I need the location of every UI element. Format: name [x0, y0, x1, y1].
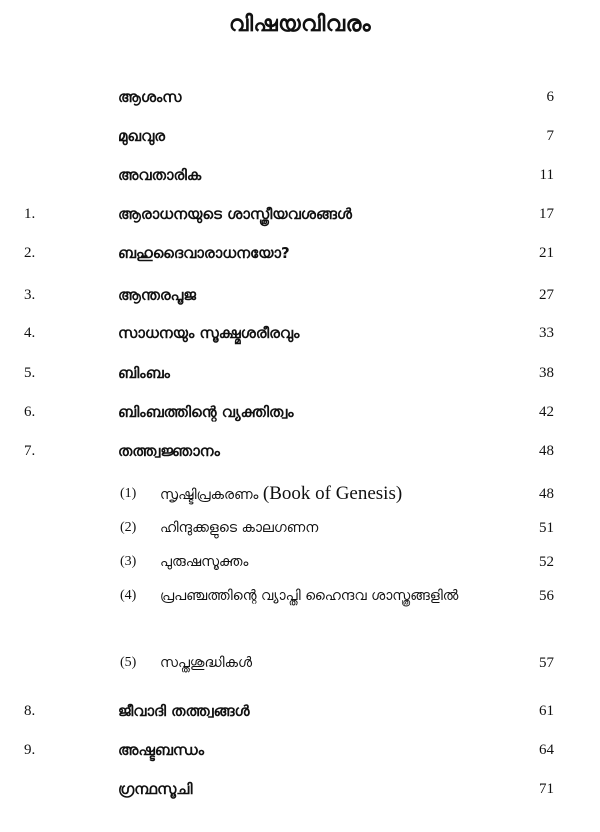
- subentry-title-malayalam: സൃഷ്ടിപ്രകരണം: [160, 487, 259, 503]
- subentry-number: (5): [120, 655, 137, 670]
- entry-title: മുഖവുര: [118, 127, 165, 145]
- entry-number: 5.: [24, 365, 36, 381]
- toc-subentry: [0, 513, 600, 543]
- entry-title: ജീവാദി തത്ത്വങ്ങൾ: [118, 702, 250, 720]
- entry-page: 48: [539, 443, 554, 459]
- entry-title: ബിംബത്തിന്റെ വ്യക്തിത്വം: [118, 403, 294, 421]
- subentry-title: ഹിന്ദുക്കളുടെ കാലഗണന: [160, 520, 319, 536]
- subentry-page: 57: [539, 655, 554, 671]
- toc-entry: [0, 397, 600, 427]
- toc-entry: [0, 318, 600, 348]
- entry-page: 7: [546, 128, 554, 144]
- subentry-page: 56: [539, 588, 554, 604]
- entry-number: 9.: [24, 742, 36, 758]
- entry-title: ബഹുദൈവാരാധനയോ?: [118, 244, 290, 262]
- toc-entry: [0, 280, 600, 310]
- toc-entry: [0, 82, 600, 112]
- toc-entry: [0, 436, 600, 466]
- toc-entry: [0, 238, 600, 268]
- toc-entry: [0, 696, 600, 726]
- entry-number: 2.: [24, 245, 36, 261]
- toc-entry: [0, 199, 600, 229]
- entry-page: 64: [539, 742, 554, 758]
- entry-page: 6: [546, 89, 554, 105]
- toc-subentry: [0, 479, 600, 509]
- entry-page: 21: [539, 245, 554, 261]
- subentry-page: 52: [539, 554, 554, 570]
- entry-title: ബിംബം: [118, 364, 170, 382]
- entry-number: 8.: [24, 703, 36, 719]
- page-title: വിഷയവിവരം: [228, 12, 372, 37]
- entry-title: ആരാധനയുടെ ശാസ്ത്രീയവശങ്ങൾ: [118, 205, 352, 223]
- entry-title: അവതാരിക: [118, 166, 202, 184]
- subentry-number: (3): [120, 554, 137, 569]
- subentry-page: 51: [539, 520, 554, 536]
- subentry-title: പ്രപഞ്ചത്തിന്റെ വ്യാപ്തി ഹൈന്ദവ ശാസ്ത്രങ്ങളിൽ: [160, 588, 459, 604]
- toc-subentry: [0, 648, 600, 678]
- subentry-title: [160, 479, 402, 510]
- toc-entry: [0, 121, 600, 151]
- toc-entry: [0, 358, 600, 388]
- entry-page: 71: [539, 781, 554, 797]
- subentry-number: (4): [120, 588, 137, 603]
- entry-page: 17: [539, 206, 554, 222]
- entry-page: 27: [539, 287, 554, 303]
- subentry-title: പുരുഷസൂക്തം: [160, 554, 249, 570]
- entry-page: 38: [539, 365, 554, 381]
- entry-title: അഷ്ടബന്ധം: [118, 741, 204, 759]
- toc-entry: [0, 735, 600, 765]
- entry-page: 61: [539, 703, 554, 719]
- toc-entry: [0, 160, 600, 190]
- toc-subentry: [0, 547, 600, 577]
- toc-subentry: [0, 581, 600, 641]
- subentry-title-latin: (Book of Genesis): [262, 483, 403, 504]
- entry-page: 42: [539, 404, 554, 420]
- entry-number: 7.: [24, 443, 36, 459]
- subentry-page: 48: [539, 486, 554, 502]
- entry-number: 6.: [24, 404, 36, 420]
- entry-title: സാധനയും സൂക്ഷ്മശരീരവും: [118, 324, 300, 342]
- subentry-number: (1): [120, 486, 137, 501]
- subentry-title: സപ്തശുദ്ധികൾ: [160, 655, 253, 671]
- entry-title: ആശംസ: [118, 88, 182, 106]
- entry-page: 11: [539, 167, 554, 183]
- entry-title: തത്ത്വജ്ഞാനം: [118, 442, 220, 460]
- entry-page: 33: [539, 325, 554, 341]
- entry-number: 3.: [24, 287, 36, 303]
- toc-entry: [0, 774, 600, 804]
- entry-number: 1.: [24, 206, 36, 222]
- entry-number: 4.: [24, 325, 36, 341]
- subentry-number: (2): [120, 520, 137, 535]
- entry-title: ആന്തരപൂജ: [118, 286, 197, 304]
- entry-title: ഗ്രന്ഥസൂചി: [118, 780, 193, 798]
